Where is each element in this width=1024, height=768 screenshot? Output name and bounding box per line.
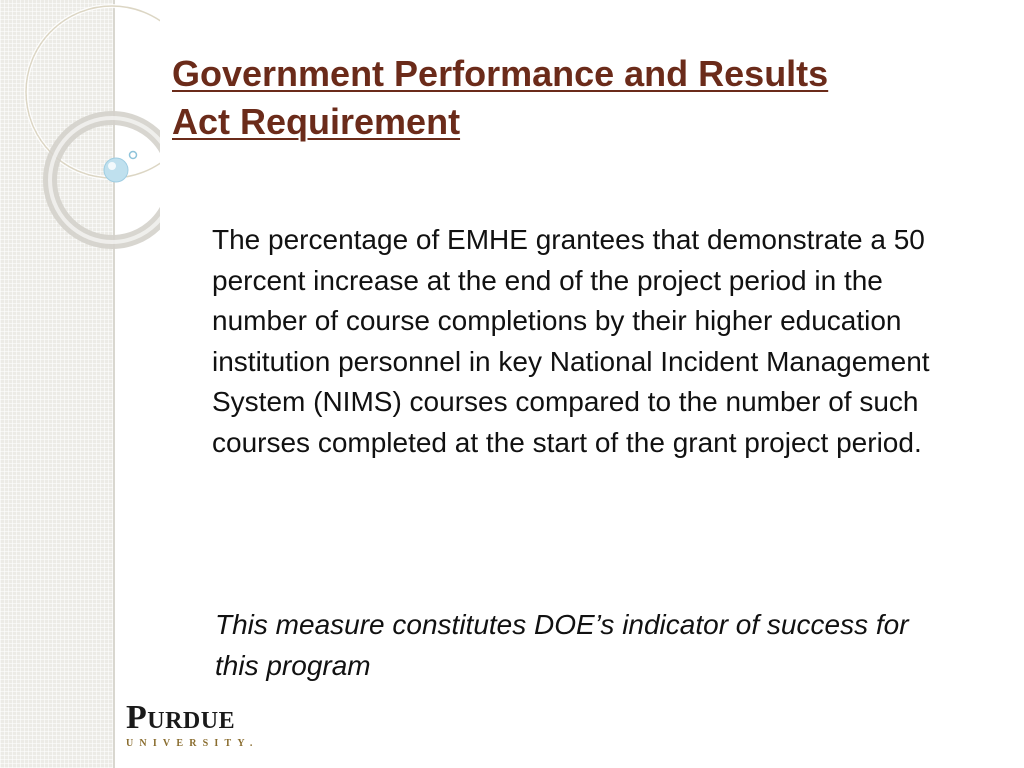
logo-subtitle: UNIVERSITY. bbox=[126, 738, 259, 749]
purdue-logo bbox=[126, 700, 286, 754]
small-bubble bbox=[130, 152, 137, 159]
slide-title-line-2: Act Requirement bbox=[172, 101, 461, 142]
large-ring bbox=[26, 6, 160, 178]
medium-ring-highlight bbox=[50, 118, 160, 242]
body-paragraph: The percentage of EMHE grantees that demonstrate a 50 percent increase at the end of the project period in the number of course completions by their higher education institution personnel in key National Incident Management System (NIMS) courses compared to the number of such courses completed at the start of the grant project period. bbox=[212, 224, 930, 458]
blue-bubble bbox=[104, 158, 128, 182]
decorative-circles bbox=[0, 0, 160, 260]
large-ring-outline bbox=[26, 6, 160, 178]
slide-title bbox=[172, 50, 972, 146]
italic-note: This measure constitutes DOE’s indicator of success for this program bbox=[215, 609, 909, 681]
logo-wordmark: Purdue bbox=[126, 699, 236, 736]
slide-title-line-1: Government Performance and Results bbox=[172, 53, 829, 94]
blue-bubble-shine bbox=[108, 162, 116, 170]
